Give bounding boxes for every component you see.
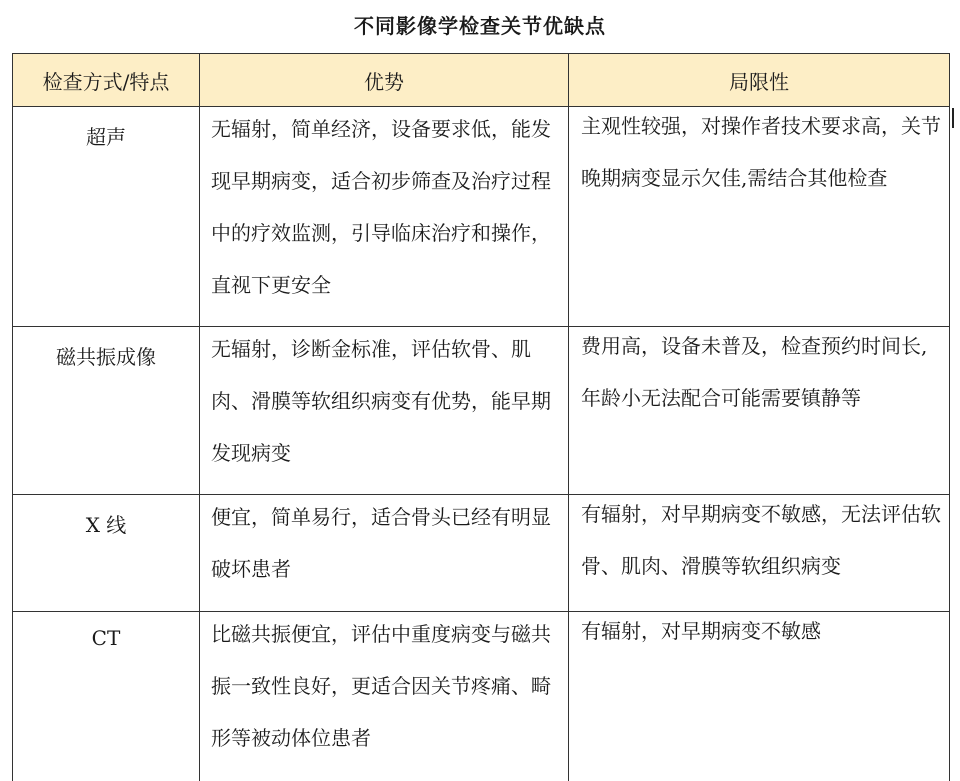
- limitations-text: 有辐射，对早期病变不敏感，无法评估软骨、肌肉、滑膜等软组织病变: [581, 502, 941, 578]
- limitations-text: 有辐射，对早期病变不敏感: [581, 619, 821, 643]
- header-limitations: 局限性: [569, 54, 950, 107]
- advantages-text: 无辐射，简单经济，设备要求低，能发现早期病变，适合初步筛查及治疗过程中的疗效监测，引导临床治疗和操作，直视下更安全: [211, 117, 551, 297]
- limitations-cell: [569, 327, 950, 495]
- method-cell: 超声: [13, 107, 200, 327]
- advantages-text: 无辐射，诊断金标准，评估软骨、肌肉、滑膜等软组织病变有优势，能早期发现病变: [211, 337, 551, 465]
- table-row: [13, 495, 950, 612]
- limitations-cell: [569, 612, 950, 781]
- comparison-table: [12, 53, 950, 781]
- table-header: [13, 54, 950, 107]
- method-cell: 磁共振成像: [13, 327, 200, 495]
- header-advantages: 优势: [200, 54, 569, 107]
- header-method: 检查方式/特点: [13, 54, 200, 107]
- advantages-cell: [200, 327, 569, 495]
- method-cell: X 线: [13, 495, 200, 612]
- limitations-cell: [569, 107, 950, 327]
- advantages-text: 便宜，简单易行，适合骨头已经有明显破坏患者: [211, 505, 551, 581]
- advantages-cell: [200, 107, 569, 327]
- advantages-cell: [200, 612, 569, 781]
- advantages-cell: [200, 495, 569, 612]
- advantages-text: 比磁共振便宜，评估中重度病变与磁共振一致性良好，更适合因关节疼痛、畸形等被动体位患者: [211, 622, 551, 750]
- limitations-cell: [569, 495, 950, 612]
- table-row: [13, 107, 950, 327]
- limitations-text: 费用高，设备未普及，检查预约时间长,年龄小无法配合可能需要镇静等: [581, 334, 928, 410]
- method-cell: CT: [13, 612, 200, 781]
- header-row: [13, 54, 950, 107]
- table-row: [13, 612, 950, 781]
- text-cursor: [952, 108, 954, 128]
- document-title: 不同影像学检查关节优缺点: [354, 14, 606, 38]
- limitations-text: 主观性较强，对操作者技术要求高，关节晚期病变显示欠佳,需结合其他检查: [581, 114, 941, 190]
- table-row: [13, 327, 950, 495]
